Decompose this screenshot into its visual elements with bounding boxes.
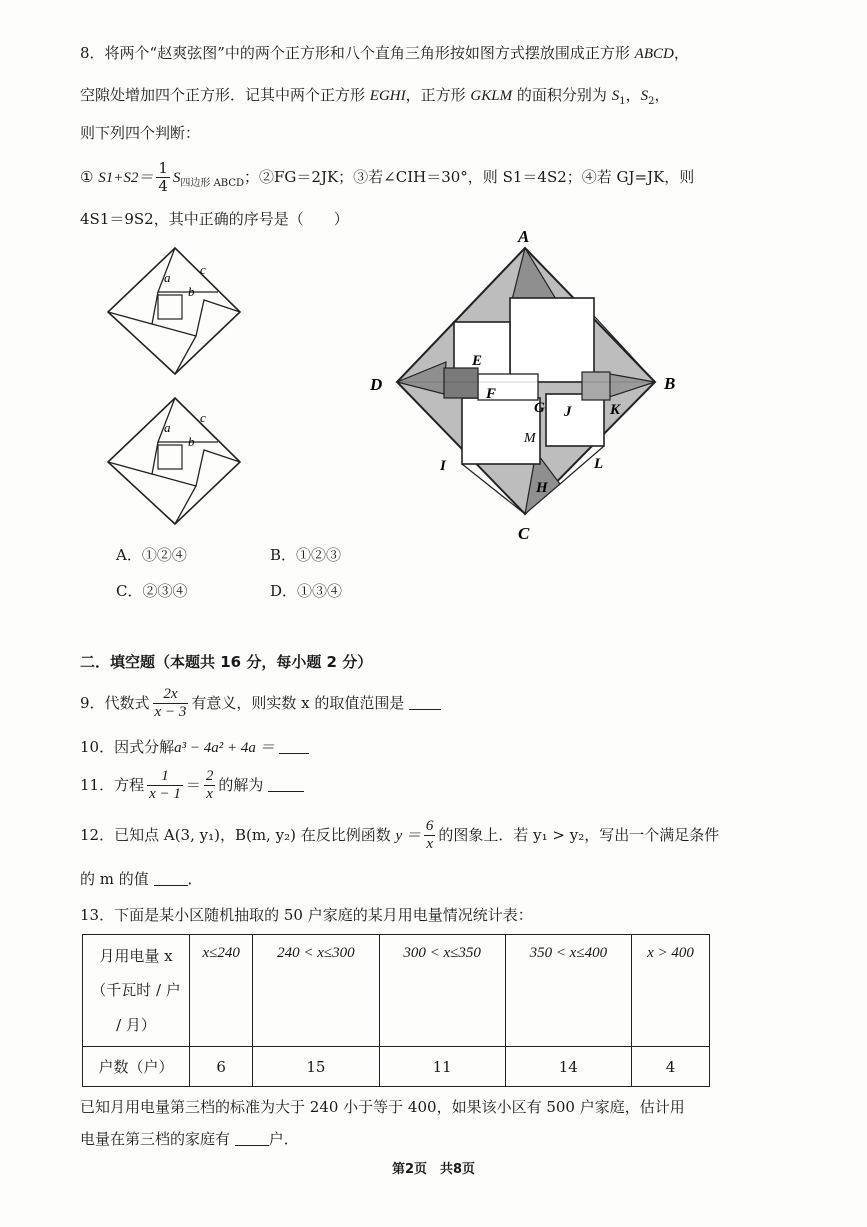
count-cell: 6 — [190, 1047, 253, 1087]
category-cell: x > 400 — [631, 935, 709, 1047]
q8-line3: 则下列四个判断： — [80, 124, 201, 142]
q8-line2: 空隙处增加四个正方形．记其中两个正方形 EGHI，正方形 GKLM 的面积分别为 $S_1$，$S_2$， — [80, 86, 670, 107]
point-E: E — [472, 353, 483, 369]
section-heading: 二．填空题（本题共 16 分，每小题 2 分） — [80, 653, 373, 671]
vertex-C: C — [518, 524, 530, 543]
label-b: b — [188, 434, 195, 449]
zhao-shuang-figure-2 — [100, 392, 250, 532]
option-c[interactable]: C．②③④ — [116, 582, 188, 600]
count-cell: 11 — [379, 1047, 505, 1087]
answer-blank[interactable] — [279, 739, 309, 754]
label-a: a — [164, 270, 171, 285]
vertex-A: A — [518, 227, 530, 246]
point-L: L — [594, 456, 604, 472]
category-cell: x≤240 — [190, 935, 253, 1047]
table-row-usage — [83, 935, 710, 1047]
table-row-counts — [83, 1047, 710, 1087]
q11: 11．方程 $\frac{1}{x - 1}$ ＝ $\frac{2}{x}$ 的解为 — [80, 768, 304, 804]
label-c: c — [200, 410, 206, 425]
header-usage: 月用电量 x （千瓦时 / 户 / 月） — [83, 935, 190, 1047]
answer-blank[interactable] — [154, 871, 188, 886]
option-b[interactable]: B．①②③ — [270, 546, 342, 564]
q8-judgements: ① S1+S2＝ $\frac{1}{4}$ $S_{四边形 ABCD}$；②FG＝2JK；③若∠CIH＝30°，则 S1＝4S2；④若 GJ=JK，则 — [80, 159, 695, 196]
square-abcd-figure — [360, 222, 690, 552]
page-number: 第2页 共8页 — [391, 1162, 476, 1177]
point-M: M — [524, 431, 536, 446]
point-G: G — [534, 400, 545, 416]
vertex-B: B — [664, 374, 676, 393]
q13-follow1: 已知月用电量第三档的标准为大于 240 小于等于 400，如果该小区有 500 户家庭，估计用 — [80, 1098, 685, 1116]
vertex-D: D — [370, 375, 383, 394]
answer-blank[interactable] — [235, 1131, 269, 1146]
category-cell: 240 < x≤300 — [253, 935, 379, 1047]
answer-blank[interactable] — [409, 695, 441, 710]
q13-follow2: 电量在第三档的家庭有 户． — [80, 1130, 299, 1148]
q8-line5: 4S1＝9S2，其中正确的序号是（ ） — [80, 210, 349, 228]
label-a: a — [164, 420, 171, 435]
count-cell: 14 — [505, 1047, 631, 1087]
q12-line1: 12．已知点 A(3, y₁)，B(m, y₂) 在反比例函数 y ＝ $\frac{6}{x}$ 的图象上．若 y₁ > y₂，写出一个满足条件 — [80, 818, 720, 853]
answer-blank[interactable] — [268, 777, 304, 792]
header-count: 户数（户） — [83, 1047, 190, 1087]
q13-intro: 13．下面是某小区随机抽取的 50 户家庭的某月用电量情况统计表： — [80, 906, 533, 924]
q8-line1: 8．将两个“赵爽弦图”中的两个正方形和八个直角三角形按如图方式摆放围成正方形 ABCD， — [80, 44, 689, 62]
electricity-usage-table — [82, 934, 710, 1087]
zhao-shuang-figure-1 — [100, 240, 250, 380]
point-H: H — [536, 480, 548, 496]
point-K: K — [610, 402, 621, 418]
point-F: F — [486, 386, 497, 402]
point-J: J — [564, 404, 572, 420]
category-cell: 300 < x≤350 — [379, 935, 505, 1047]
label-b: b — [188, 284, 195, 299]
option-d[interactable]: D．①③④ — [270, 582, 343, 600]
q9: 9．代数式 $\frac{2x}{x - 3}$ 有意义，则实数 x 的取值范围是 — [80, 686, 441, 722]
label-c: c — [200, 262, 206, 277]
point-I: I — [440, 458, 446, 474]
q10: 10．因式分解a³ − 4a² + 4a ＝ — [80, 738, 309, 757]
count-cell: 4 — [631, 1047, 709, 1087]
category-cell: 350 < x≤400 — [505, 935, 631, 1047]
option-a[interactable]: A．①②④ — [116, 546, 187, 564]
count-cell: 15 — [253, 1047, 379, 1087]
q12-line2: 的 m 的值 ． — [80, 870, 203, 888]
